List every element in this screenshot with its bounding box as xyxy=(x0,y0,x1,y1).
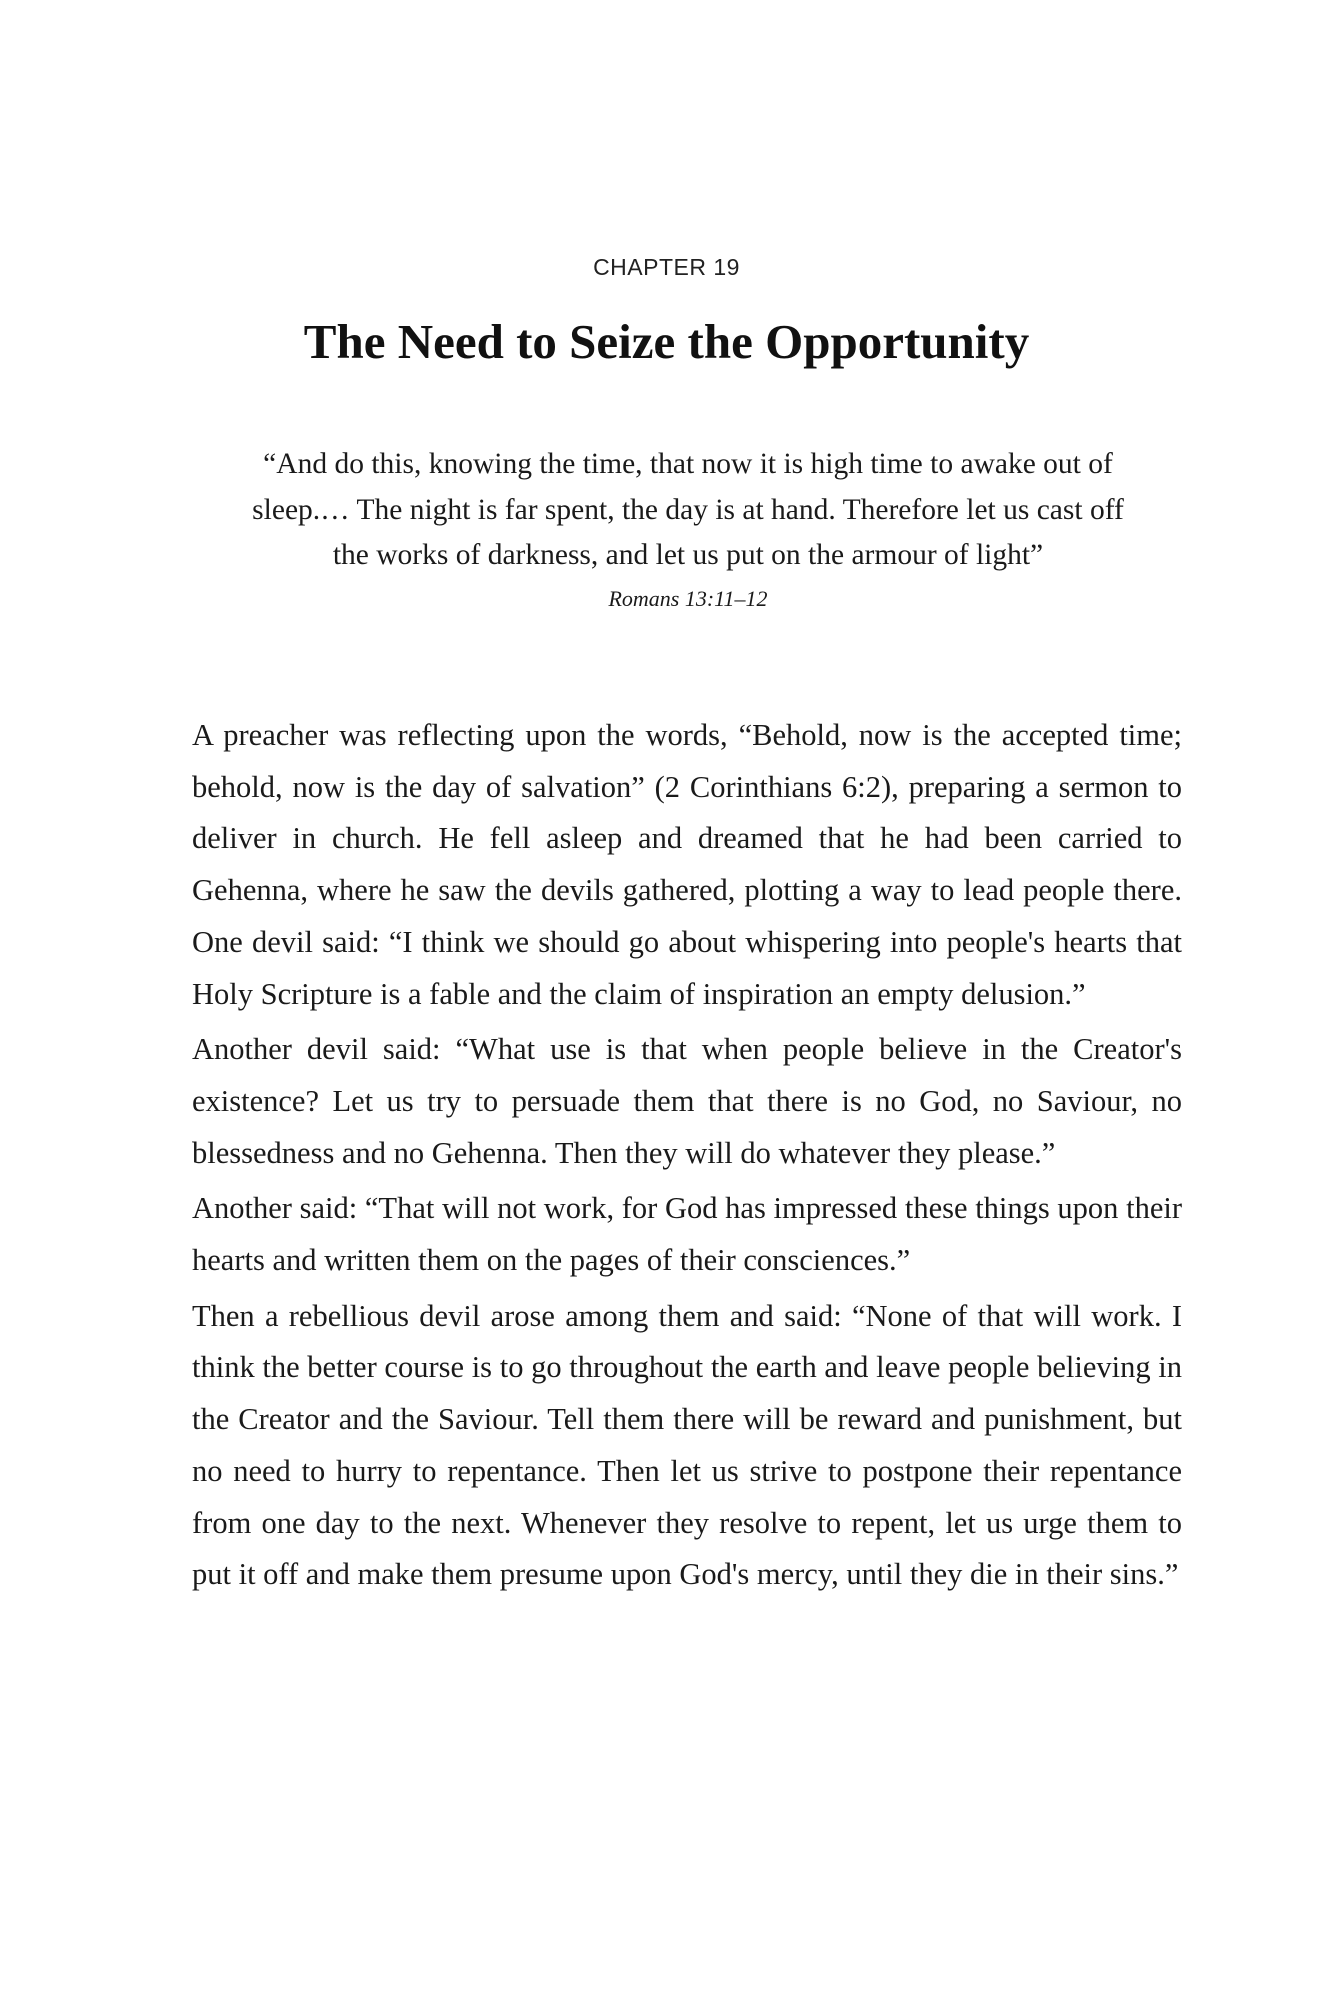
chapter-title: The Need to Seize the Opportunity xyxy=(303,314,1030,369)
epigraph-quote: “And do this, knowing the time, that now it is high time to awake out of sleep.… The night is far spent, the day is at hand. Therefore let us cast off the works of darkness, and let us put on the armour of light” xyxy=(252,448,1124,571)
epigraph-citation: Romans 13:11–12 xyxy=(608,585,768,611)
paragraph-2: Another devil said: “What use is that when people believe in the Creator's existence? Let us try to persuade them that there is no God, no Saviour, no blessedness and no Gehenna. Then they will do whatever they please.” xyxy=(192,1032,1182,1170)
epigraph xyxy=(248,442,1128,617)
paragraph-4: Then a rebellious devil arose among them and said: “None of that will work. I think the better course is to go throughout the earth and leave people believing in the Creator and the Saviour. Tell them there will be reward and punishment, but no need to hurry to repentance. Then let us strive to postpone their repentance from one day to the next. Whenever they resolve to repent, let us urge them to put it off and make them presume upon God's mercy, until they die in their sins.” xyxy=(192,1298,1182,1592)
chapter-body xyxy=(192,710,1182,1605)
chapter-label: CHAPTER 19 xyxy=(593,254,740,280)
paragraph-1: A preacher was reflecting upon the words, “Behold, now is the accepted time; behold, now is the day of salvation” (2 Corinthians 6:2), preparing a sermon to deliver in church. He fell asleep and dreamed that he had been carried to Gehenna, where he saw the devils gathered, plotting a way to lead people there. One devil said: “I think we should go about whispering into people's hearts that Holy Scripture is a fable and the claim of inspiration an empty delusion.” xyxy=(192,718,1182,1011)
paragraph-3: Another said: “That will not work, for God has impressed these things upon their hearts and written them on the pages of their consciences.” xyxy=(192,1191,1182,1278)
